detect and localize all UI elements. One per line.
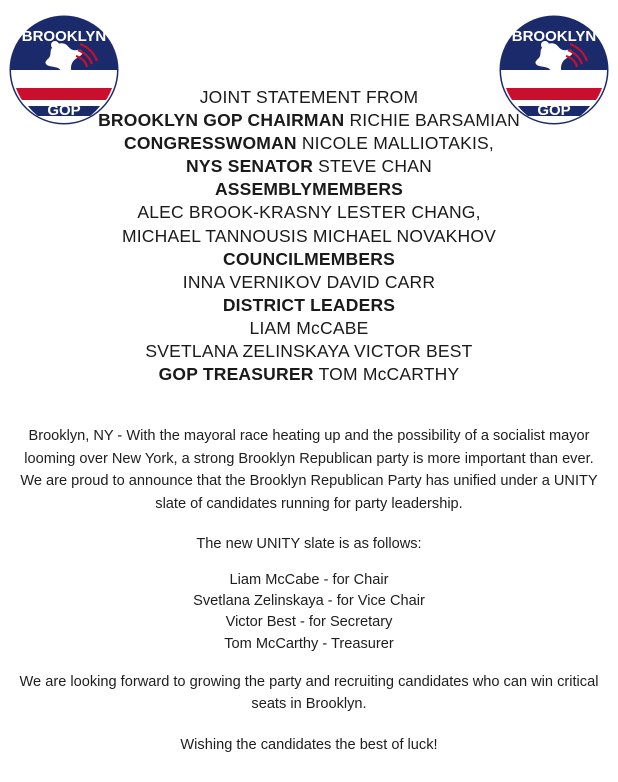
header-name-segment: RICHIE BARSAMIAN (349, 110, 520, 131)
header-line (0, 294, 618, 317)
logo-text-bottom: GOP (47, 102, 81, 119)
logo-text-top: BROOKLYN (21, 28, 107, 45)
header-title-segment: CONGRESSWOMAN (124, 133, 302, 154)
slate-item: Liam McCabe - for Chair (229, 572, 389, 589)
header-line (0, 178, 618, 201)
header-line (0, 201, 618, 224)
header-line (0, 317, 618, 340)
body-paragraph-1: Brooklyn, NY - With the mayoral race heating up and the possibility of a socialist mayor looming over New York, a strong Brooklyn Republican party is more important than ever. We are proud to announce that the Brooklyn Republican Party has unified under a UNITY slate of candidates running for party leadership. (20, 428, 598, 512)
header-line (0, 155, 618, 178)
header-line (0, 340, 618, 363)
header-title-segment: ASSEMBLYMEMBERS (214, 179, 404, 200)
header-name-segment: INNA VERNIKOV DAVID CARR (182, 271, 436, 292)
slate-item: Victor Best - for Secretary (225, 614, 393, 631)
header-name-segment: TOM McCARTHY (318, 364, 460, 385)
header-title-segment: COUNCILMEMBERS (223, 248, 395, 269)
statement-header (0, 86, 618, 386)
header-line (0, 109, 618, 132)
header-line (0, 271, 618, 294)
slate-intro: The new UNITY slate is as follows: (196, 536, 422, 553)
logo-text-bottom: GOP (537, 102, 571, 119)
header-title-segment: BROOKLYN GOP CHAIRMAN (98, 110, 350, 131)
statement-body (8, 425, 610, 757)
header-line (0, 225, 618, 248)
header-name-segment: STEVE CHAN (318, 156, 432, 177)
header-name-segment: MICHAEL TANNOUSIS MICHAEL NOVAKHOV (121, 225, 497, 246)
body-paragraph-4: Wishing the candidates the best of luck! (180, 736, 438, 753)
header-line (0, 132, 618, 155)
header-name-segment: LIAM McCABE (249, 317, 369, 338)
header-title-segment: GOP TREASURER (158, 364, 319, 385)
slate-item: Tom McCarthy - Treasurer (224, 635, 394, 652)
body-paragraph-3: We are looking forward to growing the party and recruiting candidates who can win critical seats in Brooklyn. (19, 673, 599, 713)
header-title-segment: DISTRICT LEADERS (222, 294, 396, 315)
header-name-segment: NICOLE MALLIOTAKIS, (301, 133, 494, 154)
header-name-segment: ALEC BROOK-KRASNY LESTER CHANG, (137, 202, 481, 223)
header-line (0, 248, 618, 271)
slate-item: Svetlana Zelinskaya - for Vice Chair (193, 593, 425, 610)
header-name-segment: JOINT STATEMENT FROM (199, 87, 419, 107)
header-line (0, 363, 618, 386)
header-line (0, 86, 618, 109)
unity-slate-list (8, 570, 610, 655)
header-name-segment: SVETLANA ZELINSKAYA VICTOR BEST (145, 341, 473, 362)
header-title-segment: NYS SENATOR (186, 156, 319, 177)
logo-text-top: BROOKLYN (511, 28, 597, 45)
